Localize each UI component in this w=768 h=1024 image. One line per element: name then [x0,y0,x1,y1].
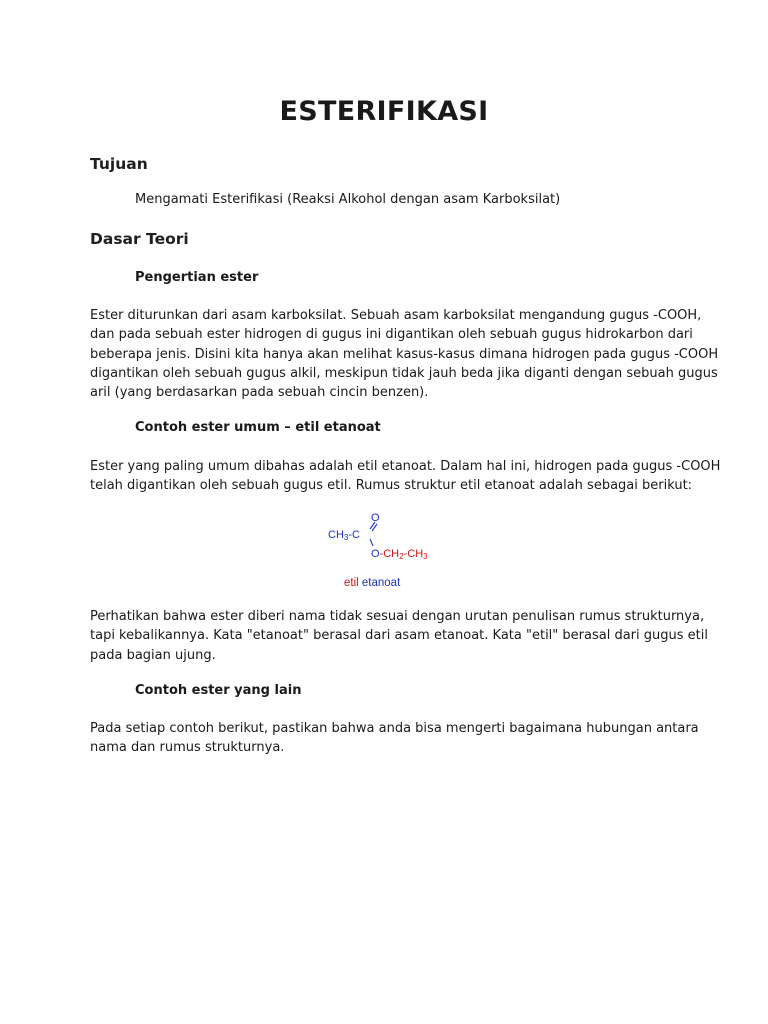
paragraph-line: nama dan rumus strukturnya. [90,740,285,756]
single-bond-line [370,539,373,546]
paragraph-line: Perhatikan bahwa ester diberi nama tidak sesuai dengan urutan penulisan rumus strukturnya, [90,609,705,624]
paragraph-penamaan-ester [90,607,708,665]
section-heading-tujuan: Tujuan [90,155,148,173]
document-title: ESTERIFIKASI [279,96,489,127]
etil-etanoat-structural-formula [320,508,460,594]
formula-name-label: etil etanoat [344,577,401,589]
paragraph-line: Ester yang paling umum dibahas adalah etil etanoat. Dalam hal ini, hidrogen pada gugus -COOH [90,459,721,474]
section-heading-dasar-teori: Dasar Teori [90,230,189,248]
paragraph-contoh-ester-lain [90,719,699,758]
paragraph-contoh-ester-umum [90,457,721,496]
formula-ch3: CH3-C [328,529,360,542]
subheading-contoh-ester-lain: Contoh ester yang lain [135,683,302,698]
paragraph-line: telah digantikan oleh sebuah gugus etil. Rumus struktur etil etanoat adalah sebagai berikut: [90,478,693,494]
subheading-contoh-ester-umum: Contoh ester umum – etil etanoat [135,420,381,435]
paragraph-line: Ester diturunkan dari asam karboksilat. Sebuah asam karboksilat mengandung gugus -COOH, [90,308,702,323]
paragraph-line: tapi kebalikannya. Kata "etanoat" berasal dari asam etanoat. Kata "etil" berasal dari gugus etil [90,628,708,644]
paragraph-line: dan pada sebuah ester hidrogen di gugus ini digantikan oleh sebuah gugus hidrokarbon dari [90,327,693,343]
paragraph-line: digantikan oleh sebuah gugus alkil, meskipun tidak jauh beda jika diganti dengan sebuah gugus [90,365,718,381]
tujuan-text: Mengamati Esterifikasi (Reaksi Alkohol dengan asam Karboksilat) [135,192,561,207]
paragraph-line: beberapa jenis. Disini kita hanya akan melihat kasus-kasus dimana hidrogen pada gugus -COOH [90,346,719,362]
paragraph-line: pada bagian ujung. [90,647,216,663]
subheading-pengertian-ester: Pengertian ester [135,270,259,285]
paragraph-line: aril (yang berdasarkan pada sebuah cincin benzen). [90,385,429,401]
formula-ester-chain: O-CH2-CH3 [371,548,428,561]
paragraph-pengertian-ester [90,306,719,402]
paragraph-line: Pada setiap contoh berikut, pastikan bahwa anda bisa mengerti bagaimana hubungan antara [90,721,699,736]
formula-carbonyl-oxygen: O [371,512,380,524]
